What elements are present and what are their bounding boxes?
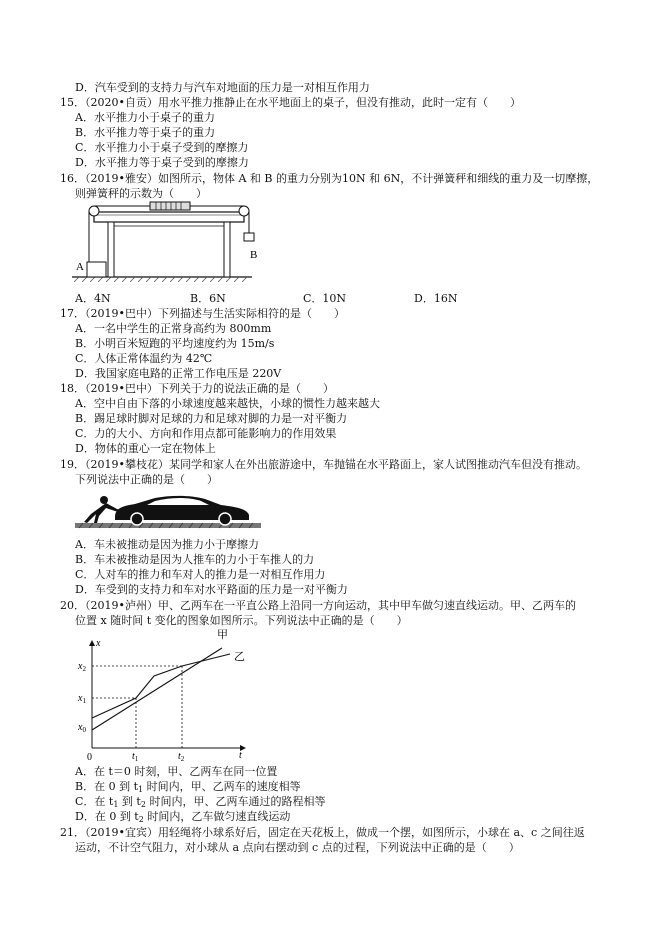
x2-label: x [78,661,83,672]
q20-option-d: D．在 0 到 $t_2$ 时间内，乙车做匀速直线运动 [75,810,291,824]
q19-push-car-figure [75,489,261,531]
q21-stem-line2: 运动，不计空气阻力，对小球从 a 点向右摆动到 c 点的过程，下列说法中正确的是（ ） [75,841,520,854]
svg-text:x2 [77,661,86,673]
q17-option-a: A．一名中学生的正常身高约为 800mm [75,322,272,335]
q18-option-c: C．力的大小、方向和作用点都可能影响力的作用效果 [75,427,337,440]
t2-subscript: 2 [180,755,185,762]
x0-subscript: 0 [82,726,86,734]
q14-option-d: D．汽车受到的支持力与汽车对地面的压力是一对相互作用力 [75,81,370,94]
q20-stem-line2: 位置 x 随时间 t 变化的图象如图所示。下列说法中正确的是（ ） [75,614,408,627]
q15-option-d: D．水平推力等于桌子受到的摩擦力 [75,156,249,169]
q17-stem: 17．（2019•巴中）下列描述与生活实际相符的是（ ） [60,307,345,320]
q15-option-c: C．水平推力小于桌子受到的摩擦力 [75,141,249,154]
q20-option-a: A．在 t＝0 时刻，甲、乙两车在同一位置 [75,765,278,778]
t2-label: t [178,751,181,762]
q19-stem-line2: 下列说法中正确的是（ ） [75,473,218,486]
q20-option-b: B．在 0 到 $t_1$ 时间内，甲、乙两车的速度相等 [75,780,301,794]
q16-stem-line1: 16．（2019•雅安）如图所示，物体 A 和 B 的重力分别为10N 和 6N，不计弹簧秤和细线的重力及一切摩擦， [60,172,599,185]
q15-option-b: B．水平推力等于桌子的重力 [75,126,216,139]
q19-option-d: D．车受到的支持力和车对水平路面的压力是一对平衡力 [75,583,348,596]
q21-stem-line1: 21．（2019•宜宾）用轻绳将小球系好后，固定在天花板上，做成一个摆，如图所示，小球在 a、c 之间往返 [60,826,585,839]
q18-option-b: B．踢足球时脚对足球的力和足球对脚的力是一对平衡力 [75,412,348,425]
x1-subscript: 1 [82,697,86,705]
q19-option-c: C．人对车的推力和车对人的推力是一对相互作用力 [75,568,326,581]
svg-text:t1 [132,751,139,762]
q16-choice-d: D．16N [414,292,458,305]
q19-option-a: A．车未被推动是因为推力小于摩擦力 [75,538,259,551]
q20-option-c: C．在 $t_1$ 到 $t_2$ 时间内，甲、乙两车通过的路程相等 [75,795,326,809]
svg-text:t2 [178,751,185,762]
origin-label: 0 [87,752,92,762]
t1-label: t [132,751,135,762]
q18-option-d: D．物体的重心一定在物体上 [75,442,216,455]
x0-label: x [78,722,83,733]
q17-option-c: C．人体正常体温约为 42℃ [75,352,213,365]
q15-stem: 15．（2020•自贡）用水平推力推静止在水平地面上的桌子，但没有推动，此时一定有（ ） [60,96,521,109]
svg-text:x1 [77,693,86,705]
q19-option-b: B．车未被推动是因为人推车的力小于车推人的力 [75,553,315,566]
q20-stem-line1: 20．（2019•泸州）甲、乙两车在一平直公路上沿同一方向运动，其中甲车做匀速直线运动。甲、乙两车的 [60,599,576,612]
q17-option-d: D．我国家庭电路的正常工作电压是 220V [75,367,282,380]
x-axis-label: t [239,750,242,761]
q15-option-a: A．水平推力小于桌子的重力 [75,111,215,124]
x1-label: x [78,693,83,704]
series-jia-label: 甲 [217,628,228,641]
q16-pulley-figure [72,196,272,282]
q18-stem: 18．（2019•巴中）下列关于力的说法正确的是（ ） [60,382,334,395]
block-a-label: A [76,261,84,273]
q20-position-time-graph [72,624,252,762]
q16-choice-c: C．10N [303,292,347,305]
q16-choice-b: B．6N [190,292,226,305]
x2-subscript: 2 [82,665,86,673]
q16-stem-line2: 则弹簧秤的示数为（ ） [75,187,207,200]
t1-subscript: 1 [134,755,139,762]
series-yi-label: 乙 [234,650,245,663]
q17-option-b: B．小明百米短跑的平均速度约为 15m/s [75,337,275,350]
q19-stem-line1: 19．（2019•攀枝花）某同学和家人在外出旅游途中，车抛锚在水平路面上，家人试图推动汽车但没有推动。 [60,458,587,471]
svg-text:x0 [77,722,86,734]
q16-choice-a: A．4N [75,292,111,305]
block-b-label: B [250,249,258,261]
y-axis-label: x [96,638,101,649]
q18-option-a: A．空中自由下落的小球速度越来越快，小球的惯性力越来越大 [75,397,380,410]
